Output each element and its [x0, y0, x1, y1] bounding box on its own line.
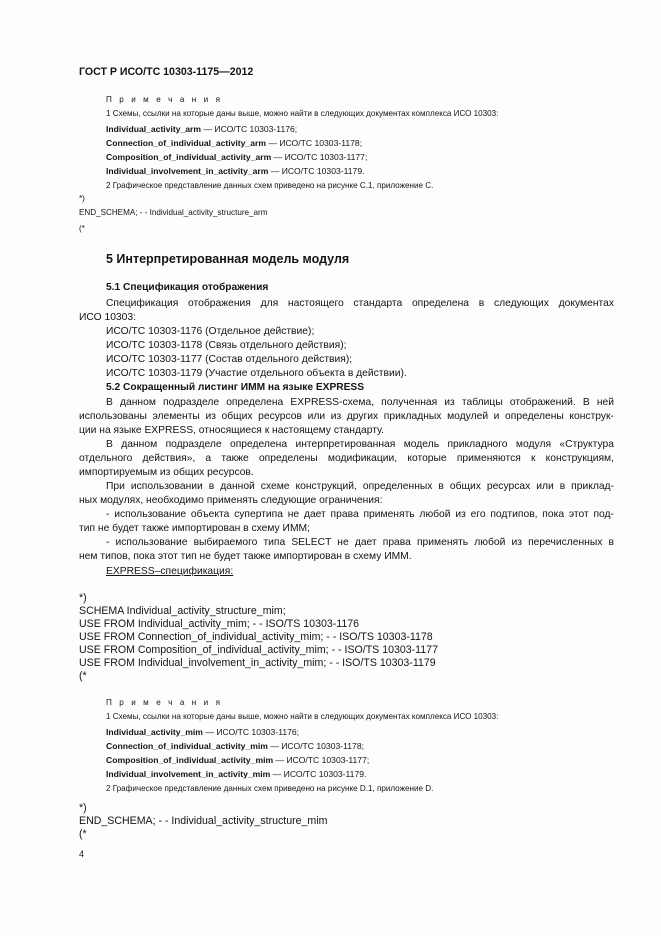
schema-name: Composition_of_individual_activity_mim: [106, 755, 274, 765]
note-ref-line: [106, 152, 367, 162]
doc-ref: — ИСО/ТС 10303-1179.: [270, 769, 367, 779]
code-line: (*: [79, 670, 87, 682]
note-2-text: 2 Графическое представление данных схем приведено на рисунке D.1, приложение D.: [106, 784, 434, 793]
schema-name: Composition_of_individual_activity_arm: [106, 152, 272, 162]
code-line: *): [79, 592, 87, 604]
list-item: ИСО/ТС 10303-1178 (Связь отдельного действия);: [106, 340, 347, 351]
subsection-5-2-heading: 5.2 Сокращенный листинг ИММ на языке EXPRESS: [106, 382, 365, 393]
doc-ref: — ИСО/ТС 10303-1178;: [265, 138, 363, 148]
paragraph-line: отдельного действия», а также определены модификации, которые применяются к конструкциям,: [79, 453, 614, 464]
note-ref-line: [106, 124, 297, 134]
doc-ref: — ИСО/ТС 10303-1179.: [268, 166, 365, 176]
paragraph-line: ИСО 10303:: [79, 312, 136, 323]
note-2-text: 2 Графическое представление данных схем приведено на рисунке С.1, приложение С.: [106, 181, 434, 190]
paragraph-line: тип не будет также импортирован в схему ИММ;: [79, 523, 310, 534]
section-5-heading: 5 Интерпретированная модель модуля: [106, 252, 350, 266]
schema-name: Individual_activity_mim: [106, 727, 203, 737]
note-ref-line: [106, 755, 369, 765]
doc-ref: — ИСО/ТС 10303-1176;: [202, 727, 300, 737]
paragraph-line: использованы элементы из общих ресурсов или из других прикладных модулей и определены конструк-: [79, 411, 614, 422]
comment-open: (*: [79, 224, 85, 233]
note-1-text: 1 Схемы, ссылки на которые даны выше, можно найти в следующих документах комплекса ИСО 10303:: [106, 109, 499, 118]
comment-open: (*: [79, 828, 87, 840]
list-item: ИСО/ТС 10303-1179 (Участие отдельного объекта в действии).: [106, 368, 407, 379]
code-line: USE FROM Individual_involvement_in_activity_mim; - - ISO/TS 10303-1179: [79, 657, 436, 669]
notes-title: П р и м е ч а н и я: [106, 698, 223, 707]
code-line: USE FROM Connection_of_individual_activity_mim; - - ISO/TS 10303-1178: [79, 631, 433, 643]
note-1-text: 1 Схемы, ссылки на которые даны выше, можно найти в следующих документах комплекса ИСО 10303:: [106, 712, 499, 721]
paragraph-line: При использовании в данной схеме конструкций, определенных в общих ресурсах или в приклад-: [106, 481, 614, 492]
note-ref-line: [106, 769, 366, 779]
schema-name: Connection_of_individual_activity_mim: [106, 741, 268, 751]
paragraph-line: - использование объекта супертипа не дает права применять любой из его подтипов, пока этот под-: [106, 509, 614, 520]
express-spec-label: EXPRESS–спецификация:: [106, 566, 234, 577]
page-number: 4: [79, 849, 85, 859]
schema-name: Individual_involvement_in_activity_arm: [106, 166, 269, 176]
code-line: USE FROM Composition_of_individual_activity_mim; - - ISO/TS 10303-1177: [79, 644, 438, 656]
schema-name: Connection_of_individual_activity_arm: [106, 138, 266, 148]
end-schema-line: END_SCHEMA; - - Individual_activity_structure_arm: [79, 208, 268, 217]
doc-ref: — ИСО/ТС 10303-1177;: [271, 152, 368, 162]
notes-title: П р и м е ч а н и я: [106, 95, 223, 104]
note-ref-line: [106, 741, 364, 751]
paragraph-line: ции на языке EXPRESS, относящиеся к настоящему стандарту.: [79, 425, 385, 436]
end-schema-line: END_SCHEMA; - - Individual_activity_structure_mim: [79, 815, 328, 827]
comment-close: *): [79, 194, 85, 203]
paragraph-line: импортируемым из общих ресурсов.: [79, 467, 254, 478]
note-ref-line: [106, 166, 365, 176]
list-item: ИСО/ТС 10303-1176 (Отдельное действие);: [106, 326, 315, 337]
doc-ref: — ИСО/ТС 10303-1176;: [201, 124, 298, 134]
note-ref-line: [106, 138, 362, 148]
code-line: USE FROM Individual_activity_mim; - - ISO/TS 10303-1176: [79, 618, 360, 630]
paragraph-line: В данном подразделе определена EXPRESS-схема, полученная из таблицы отображений. В ней: [106, 397, 614, 408]
subsection-5-1-heading: 5.1 Спецификация отображения: [106, 282, 269, 293]
page-header-title: ГОСТ Р ИСО/ТС 10303-1175—2012: [79, 66, 254, 78]
paragraph-line: - использование выбираемого типа SELECT не дает права применять любой из перечисленных в: [106, 537, 614, 548]
list-item: ИСО/ТС 10303-1177 (Состав отдельного действия);: [106, 354, 353, 365]
doc-ref: — ИСО/ТС 10303-1177;: [273, 755, 370, 765]
paragraph-line: нем типов, пока этот тип не будет также импортирован в схему ИММ.: [79, 551, 412, 562]
schema-name: Individual_involvement_in_activity_mim: [106, 769, 271, 779]
code-line: SCHEMA Individual_activity_structure_mim;: [79, 605, 286, 617]
schema-name: Individual_activity_arm: [106, 124, 202, 134]
paragraph-line: В данном подразделе определена интерпретированная модель прикладного модуля «Структура: [106, 439, 614, 450]
paragraph-line: Спецификация отображения для настоящего стандарта определена в следующих документах: [106, 298, 614, 309]
note-ref-line: [106, 727, 299, 737]
doc-ref: — ИСО/ТС 10303-1178;: [267, 741, 364, 751]
paragraph-line: ных модулях, необходимо применять следующие ограничения:: [79, 495, 383, 506]
comment-close: *): [79, 802, 87, 814]
